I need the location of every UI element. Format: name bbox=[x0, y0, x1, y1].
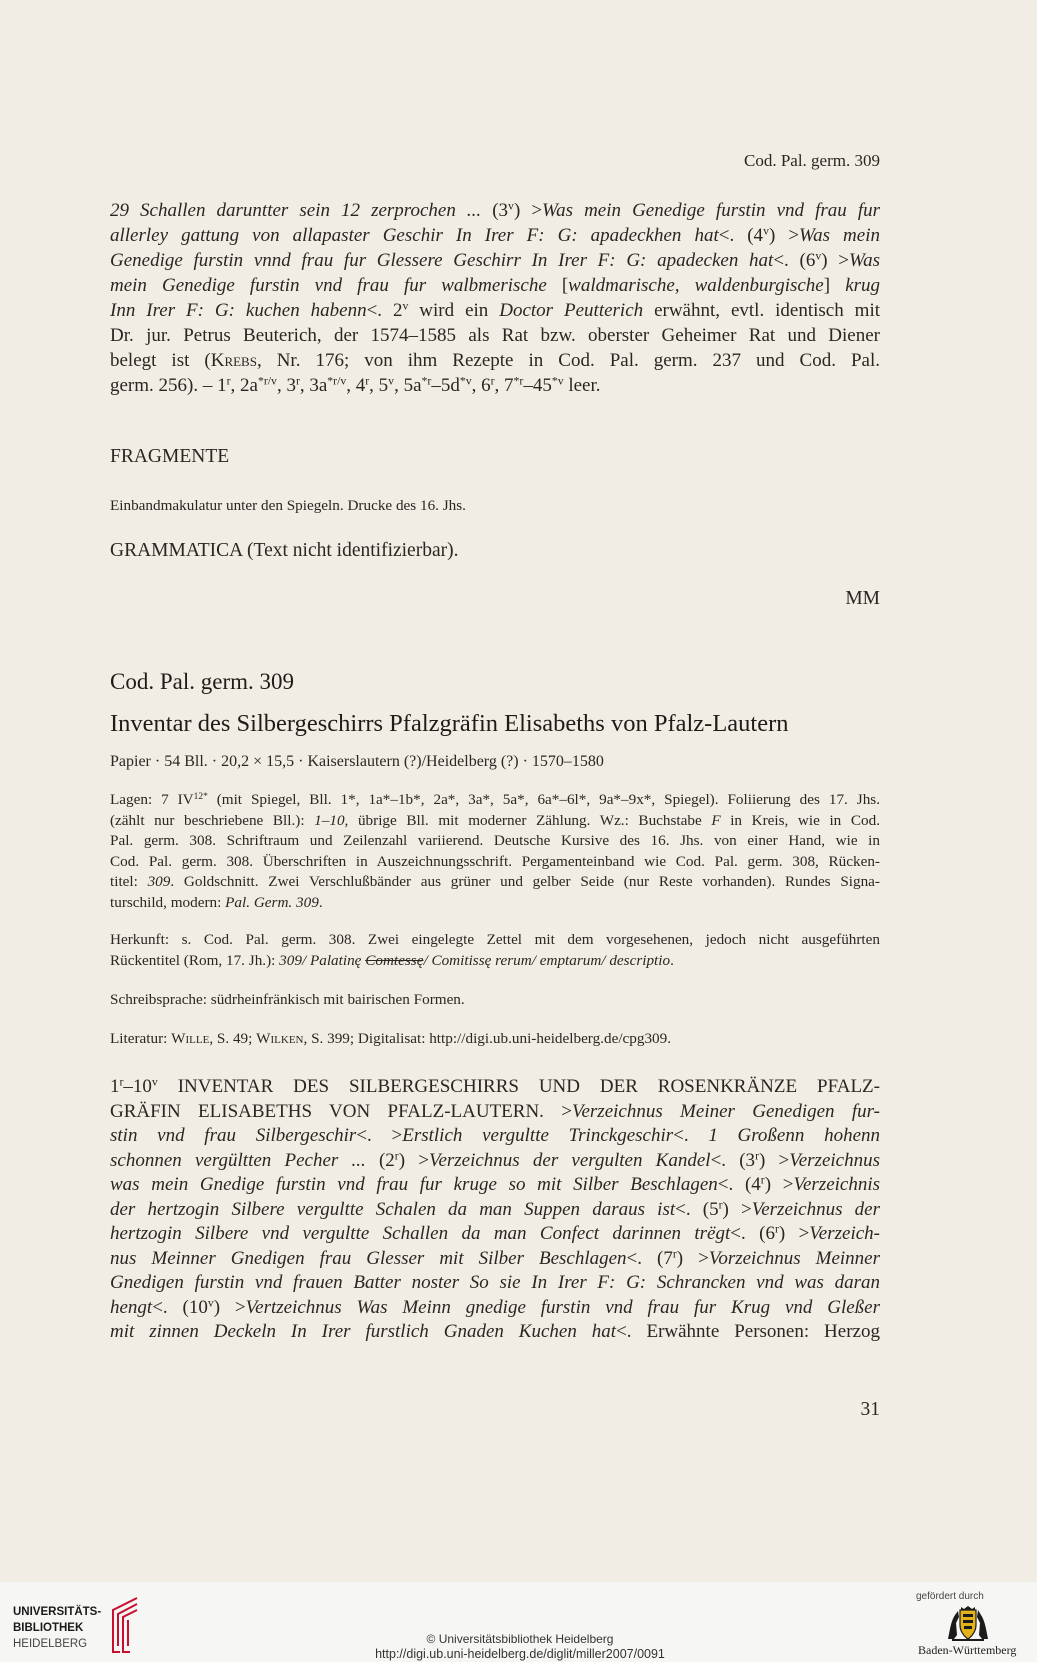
text-run: <. Erwähnte Personen: Herzog bbox=[616, 1321, 880, 1342]
text-line bbox=[110, 223, 880, 248]
text-run: Dr. jur. Petrus Beuterich, der 1574–1585 als Rat bzw. oberster Geheimer Rat und Diener bbox=[110, 325, 880, 346]
text-line bbox=[110, 790, 880, 811]
text-run: ) > bbox=[778, 1223, 810, 1244]
superscript: r bbox=[119, 1075, 124, 1089]
italic-text-run: Vertzeichnus Was Meinn gnedige furstin vnd frau fur Krug vnd Gleßer bbox=[245, 1296, 880, 1318]
codicology-paragraph bbox=[110, 790, 880, 913]
text-run: turschild, modern: bbox=[110, 893, 226, 911]
text-line bbox=[110, 1198, 880, 1223]
small-caps-name: Krebs bbox=[210, 350, 257, 371]
superscript: *r bbox=[513, 374, 524, 388]
footer-credits bbox=[300, 1631, 740, 1662]
italic-text-run: F bbox=[711, 811, 721, 829]
italic-text-run: Erstlich vergultte Trinckgeschir bbox=[402, 1125, 674, 1146]
fragment-grammatica: GRAMMATICA (Text nicht identifizierbar). bbox=[110, 540, 459, 561]
text-line bbox=[110, 1075, 880, 1100]
literature-paragraph bbox=[110, 1029, 880, 1050]
text-run: <. bbox=[673, 1125, 709, 1146]
italic-text-run: nus Meinner Gnedigen frau Glesser mit Silber Beschlagen bbox=[110, 1247, 627, 1269]
text-run: <. (3 bbox=[710, 1149, 756, 1171]
viewer-footer bbox=[0, 1582, 1037, 1662]
italic-text-run: der hertzogin Silbere vergultte Schalen da man Suppen daraus ist bbox=[110, 1198, 676, 1220]
text-line bbox=[110, 323, 880, 348]
superscript: r bbox=[226, 374, 231, 388]
text-line bbox=[110, 1149, 880, 1174]
continuation-paragraph bbox=[110, 198, 880, 398]
struck-through-text: Comtessę bbox=[365, 951, 424, 969]
text-line bbox=[110, 1247, 880, 1272]
superscript: *r/v bbox=[327, 374, 347, 388]
text-run: Cod. Pal. germ. 308. Überschriften in Auszeichnungsschrift. Pergamenteinband wie Cod. Pal. germ. 308, Rücken- bbox=[110, 852, 880, 870]
superscript: v bbox=[388, 374, 395, 388]
text-run: <. 2 bbox=[366, 300, 403, 321]
text-run: <. (6 bbox=[730, 1223, 775, 1244]
page-number: 31 bbox=[860, 1399, 880, 1420]
funder-name: Baden-Württemberg bbox=[918, 1643, 1017, 1657]
text-run: ) > bbox=[764, 1174, 794, 1195]
superscript: v bbox=[815, 249, 822, 263]
text-run: (3 bbox=[492, 200, 509, 221]
superscript: r bbox=[760, 1173, 765, 1187]
text-run: –45 bbox=[523, 375, 552, 396]
text-line bbox=[110, 1100, 880, 1125]
italic-text-run: 29 Schallen daruntter sein 12 zerprochen ... bbox=[110, 200, 493, 221]
text-run: <. (10 bbox=[152, 1296, 208, 1318]
text-run: ) > bbox=[398, 1149, 429, 1171]
text-run: (mit Spiegel, Bll. 1*, 1a*–1b*, 2a*, 3a*, 5a*, 6a*–6l*, 9a*–9x*, Spiegel). Foliierung des 17. Jhs. bbox=[207, 791, 880, 808]
text-run: <. (6 bbox=[773, 250, 816, 271]
text-run: , S. 49; bbox=[209, 1030, 257, 1047]
italic-text-run: krug bbox=[845, 275, 881, 296]
italic-text-run: 309 bbox=[147, 873, 171, 890]
superscript: v bbox=[151, 1075, 158, 1089]
text-run: , 4 bbox=[346, 375, 366, 396]
text-run: –10 bbox=[123, 1076, 152, 1097]
ub-logo-line: UNIVERSITÄTS- bbox=[13, 1606, 102, 1618]
superscript: v bbox=[207, 1296, 214, 1310]
text-line bbox=[110, 930, 880, 951]
text-line bbox=[110, 198, 880, 223]
provenance-paragraph bbox=[110, 930, 880, 971]
italic-text-run: Verzeichnus der vergulten Kandel bbox=[428, 1149, 711, 1171]
text-line bbox=[110, 811, 880, 832]
italic-text-run: 1–10 bbox=[314, 811, 345, 829]
superscript: v bbox=[508, 199, 514, 213]
fragments-note: Einbandmakulatur unter den Spiegeln. Drucke des 16. Jhs. bbox=[110, 497, 466, 514]
text-line bbox=[110, 852, 880, 873]
baden-wuerttemberg-coat-of-arms-icon bbox=[946, 1605, 990, 1643]
italic-text-run: waldmarische, waldenburgische bbox=[568, 275, 824, 296]
text-run: Herkunft: s. Cod. Pal. germ. 308. Zwei eingelegte Zettel mit dem vorgesehenen, jedoch nicht ausgeführten bbox=[110, 931, 880, 948]
text-run: ) > bbox=[758, 1149, 790, 1171]
superscript: *r/v bbox=[257, 374, 277, 388]
superscript: r bbox=[490, 374, 495, 388]
funding-label: gefördert durch bbox=[916, 1591, 984, 1602]
superscript: r bbox=[718, 1198, 723, 1212]
text-line bbox=[110, 1271, 880, 1296]
text-run: . bbox=[670, 951, 674, 969]
italic-text-run: Was bbox=[849, 250, 880, 271]
text-run: ) > bbox=[213, 1296, 246, 1318]
entry-physical-description: Papier · 54 Bll. · 20,2 × 15,5 · Kaiserslautern (?)/Heidelberg (?) · 1570–1580 bbox=[110, 753, 604, 770]
small-caps-name: Wille bbox=[171, 1030, 210, 1047]
text-line bbox=[110, 273, 880, 298]
ub-logo-line: BIBLIOTHEK bbox=[13, 1622, 84, 1634]
superscript: r bbox=[295, 374, 300, 388]
italic-text-run: Verzeichnus bbox=[789, 1149, 880, 1171]
text-run: 1 bbox=[110, 1076, 120, 1097]
text-run: [ bbox=[561, 275, 569, 296]
italic-text-run: was mein Gnedige furstin vnd frau fur kruge so mit Silber Beschlagen bbox=[110, 1174, 718, 1195]
superscript: v bbox=[763, 224, 769, 238]
text-line bbox=[110, 248, 880, 273]
text-line bbox=[110, 1173, 880, 1198]
superscript: *v bbox=[459, 374, 472, 388]
text-run: ) > bbox=[676, 1247, 709, 1269]
italic-text-run: 1 Großenn hohenn bbox=[708, 1125, 881, 1146]
superscript: r bbox=[774, 1222, 779, 1236]
text-run: , 2a bbox=[230, 375, 258, 396]
text-run: , 6 bbox=[471, 375, 491, 396]
text-run: Literatur: bbox=[110, 1030, 172, 1047]
section-heading-fragmente: FRAGMENTE bbox=[110, 446, 230, 467]
text-run: Pal. germ. 308. Schriftraum und Zeilenzahl variierend. Deutsche Kursive des 16. Jhs. von einer Hand, wie in bbox=[110, 832, 880, 849]
ub-heidelberg-logo[interactable] bbox=[13, 1604, 141, 1662]
text-run: INVENTAR DES SILBERGESCHIRRS UND DER ROSENKRÄNZE PFALZ- bbox=[157, 1076, 880, 1097]
text-line bbox=[110, 298, 880, 323]
text-run: <. (4 bbox=[718, 225, 764, 246]
text-run: (2 bbox=[378, 1149, 395, 1171]
text-line bbox=[110, 1029, 880, 1050]
text-run: titel: bbox=[110, 873, 148, 890]
text-run: erwähnt, evtl. identisch mit bbox=[643, 300, 881, 321]
script-language-note: Schreibsprache: südrheinfränkisch mit bairischen Formen. bbox=[110, 991, 465, 1008]
text-run: , S. 399; Digitalisat: http://digi.ub.uni-heidelberg.de/cpg309. bbox=[303, 1030, 672, 1047]
italic-text-run: hengt bbox=[110, 1296, 153, 1318]
italic-text-run: Verzeichnus der bbox=[751, 1198, 880, 1220]
superscript: r bbox=[365, 374, 370, 388]
superscript: *v bbox=[551, 374, 564, 388]
italic-text-run: Verzeichnus Meiner Genedigen fur- bbox=[571, 1100, 880, 1122]
italic-text-run: mit zinnen Deckeln In Irer furstlich Gnaden Kuchen hat bbox=[110, 1321, 617, 1342]
text-run: ) > bbox=[513, 200, 543, 221]
italic-text-run: hertzogin Silbere vnd vergultte Schallen da man Confect darinnen trëgt bbox=[110, 1223, 731, 1244]
text-run: <. (4 bbox=[717, 1174, 761, 1195]
ub-heidelberg-bracket-icon bbox=[106, 1595, 140, 1655]
italic-text-run: Vorzeichnus Meinner bbox=[708, 1247, 880, 1269]
small-caps-name: Wilken bbox=[256, 1030, 304, 1047]
italic-text-run: stin vnd frau Silbergeschir bbox=[110, 1125, 357, 1146]
text-run: Rückentitel (Rom, 17. Jh.): bbox=[110, 951, 280, 969]
text-run: , 7 bbox=[494, 375, 514, 396]
text-line bbox=[110, 373, 880, 398]
text-line bbox=[110, 872, 880, 893]
italic-text-run: Verzeich- bbox=[809, 1223, 880, 1244]
permalink-url[interactable]: http://digi.ub.uni-heidelberg.de/diglit/miller2007/0091 bbox=[375, 1647, 665, 1661]
italic-text-run: allerley gattung von allapaster Geschir In Irer F: G: apadeckhen hat bbox=[110, 225, 719, 246]
author-initials: MM bbox=[845, 588, 880, 609]
superscript: v bbox=[402, 299, 409, 313]
text-line bbox=[110, 348, 880, 373]
text-run: <. (7 bbox=[626, 1247, 673, 1269]
text-line bbox=[110, 1222, 880, 1247]
text-run: ) > bbox=[722, 1198, 752, 1220]
italic-text-run: Was mein bbox=[799, 225, 880, 246]
entry-title: Inventar des Silbergeschirrs Pfalzgräfin Elisabeths von Pfalz-Lautern bbox=[110, 710, 789, 737]
text-run: . bbox=[318, 893, 323, 911]
text-run: wird ein bbox=[408, 300, 500, 321]
text-run: . Goldschnitt. Zwei Verschlußbänder aus grüner und gelber Seide (nur Reste vorhanden). Rundes Signa- bbox=[170, 873, 880, 890]
text-line bbox=[110, 893, 880, 914]
text-run: <. > bbox=[356, 1125, 403, 1146]
italic-text-run: Inn Irer F: G: kuchen habenn bbox=[110, 300, 367, 321]
italic-text-run: / Comitissę rerum/ emptarum/ descriptio bbox=[423, 951, 671, 969]
text-run: <. (5 bbox=[675, 1198, 719, 1220]
text-line bbox=[110, 1320, 880, 1345]
text-line bbox=[110, 1296, 880, 1321]
text-run: ) > bbox=[768, 225, 800, 246]
text-run: germ. 256). – 1 bbox=[110, 375, 227, 396]
superscript: 12* bbox=[193, 791, 208, 802]
text-run: , übrige Bll. mit moderner Zählung. Wz.: Buchstabe bbox=[344, 811, 712, 829]
text-run: Lagen: 7 IV bbox=[110, 791, 194, 808]
text-run: leer. bbox=[563, 375, 601, 396]
italic-text-run: Doctor Peutterich bbox=[499, 300, 644, 321]
text-run: , 5a bbox=[394, 375, 422, 396]
text-line bbox=[110, 1124, 880, 1149]
text-run: belegt ist ( bbox=[110, 350, 211, 371]
ub-logo-line: HEIDELBERG bbox=[13, 1638, 88, 1650]
italic-text-run: Was mein Genedige furstin vnd frau fur bbox=[542, 200, 880, 221]
superscript: r bbox=[672, 1247, 677, 1261]
text-run: GRÄFIN ELISABETHS VON PFALZ-LAUTERN. > bbox=[110, 1100, 572, 1122]
text-run: in Kreis, wie in Cod. bbox=[720, 811, 880, 829]
superscript: *r bbox=[421, 374, 432, 388]
copyright-notice: © Universitätsbibliothek Heidelberg bbox=[426, 1632, 614, 1646]
text-line bbox=[110, 951, 880, 972]
italic-text-run: schonnen vergültten Pecher ... bbox=[110, 1149, 379, 1171]
italic-text-run: 309/ Palatinę bbox=[279, 951, 366, 969]
text-run: , 5 bbox=[369, 375, 389, 396]
text-run: , 3a bbox=[299, 375, 328, 396]
superscript: r bbox=[755, 1149, 759, 1163]
text-run: ) > bbox=[821, 250, 850, 271]
running-head: Cod. Pal. germ. 309 bbox=[744, 151, 880, 170]
text-run: , 3 bbox=[276, 375, 296, 396]
text-run: –5d bbox=[431, 375, 460, 396]
italic-text-run: mein Genedige furstin vnd frau fur walbmerische bbox=[110, 275, 562, 296]
italic-text-run: Genedige furstin vnnd frau fur Glessere Geschirr In Irer F: G: apadecken hat bbox=[110, 250, 774, 271]
text-run: ] bbox=[823, 275, 846, 296]
ub-logo-text bbox=[13, 1604, 101, 1652]
contents-paragraph bbox=[110, 1075, 880, 1345]
italic-text-run: Verzeichnis bbox=[793, 1174, 881, 1195]
italic-text-run: Pal. Germ. 309 bbox=[225, 893, 319, 911]
text-run: , Nr. 176; von ihm Rezepte in Cod. Pal. germ. 237 und Cod. Pal. bbox=[256, 350, 880, 371]
italic-text-run: Gnedigen furstin vnd frauen Batter noster So sie In Irer F: G: Schrancken vnd was daran bbox=[110, 1272, 880, 1293]
text-run: (zählt nur beschriebene Bll.): bbox=[110, 811, 315, 829]
text-line bbox=[110, 831, 880, 852]
entry-shelfmark: Cod. Pal. germ. 309 bbox=[110, 669, 294, 694]
superscript: r bbox=[394, 1149, 399, 1163]
